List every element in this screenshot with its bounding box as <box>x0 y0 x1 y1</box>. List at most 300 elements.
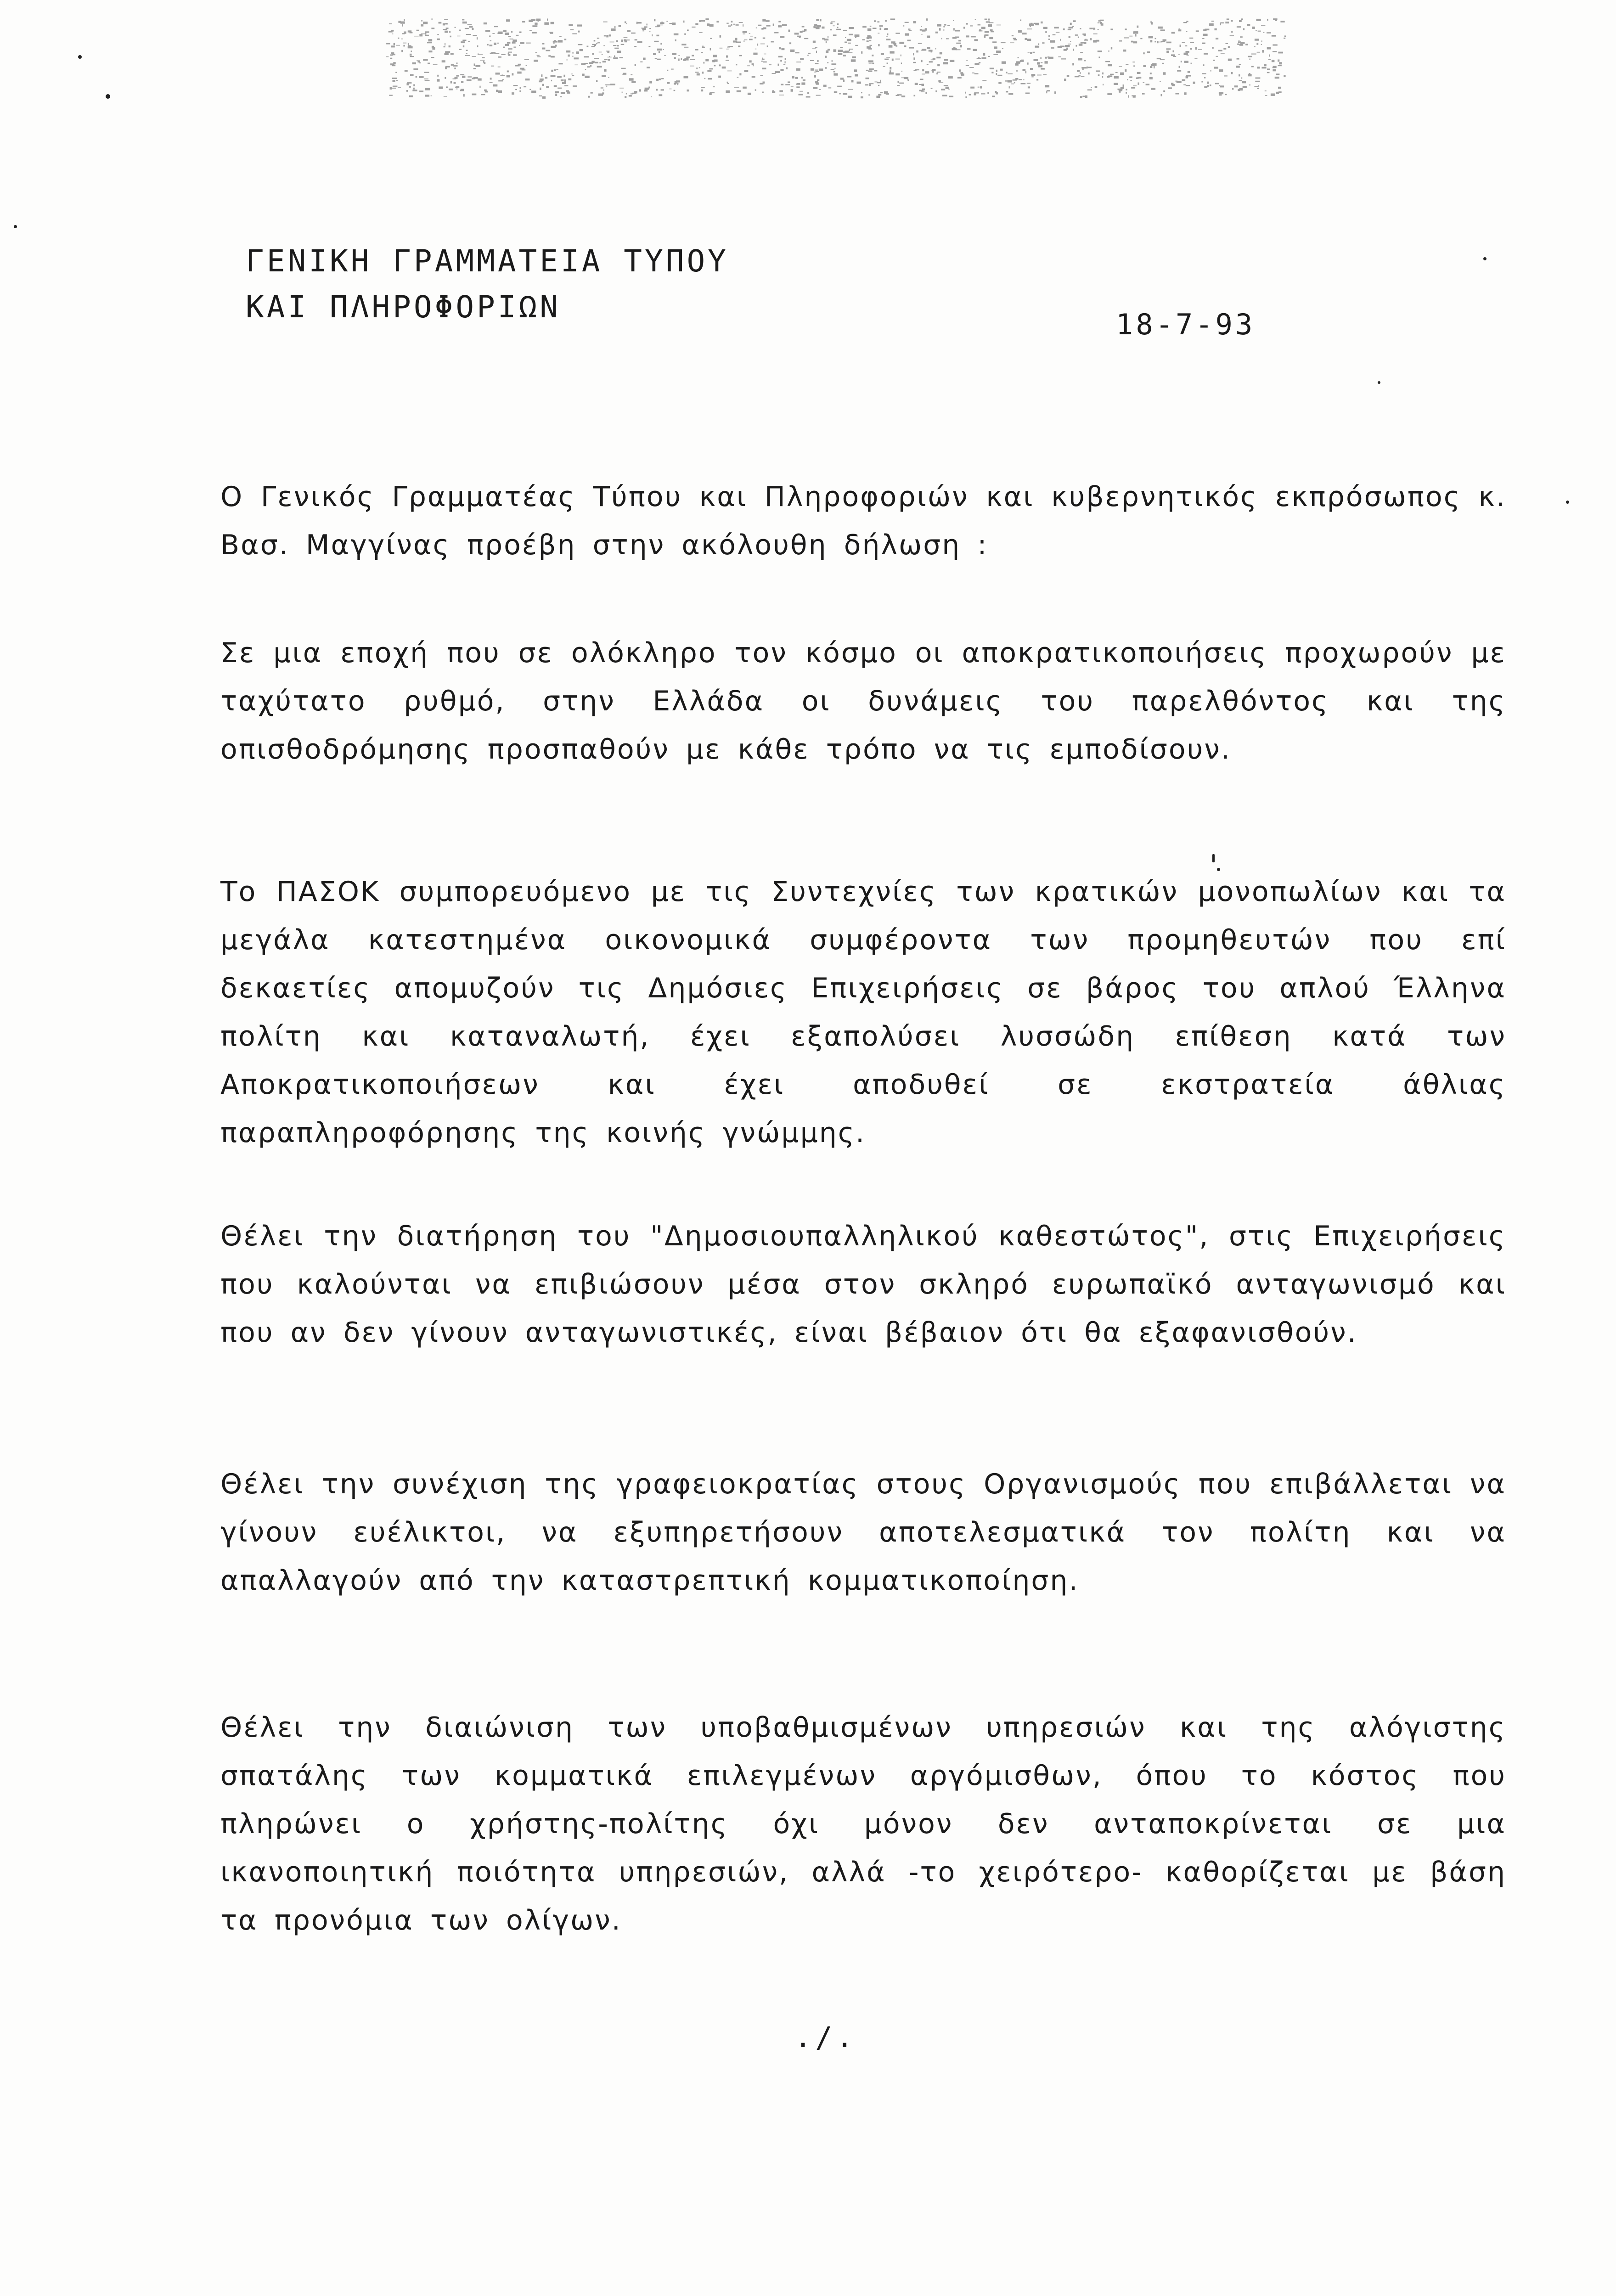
noise-speck <box>887 34 889 35</box>
noise-speck <box>1133 31 1138 34</box>
noise-speck <box>1125 69 1126 72</box>
noise-speck <box>855 34 860 37</box>
noise-speck <box>403 43 407 44</box>
noise-speck <box>516 35 518 36</box>
noise-speck <box>644 26 648 28</box>
noise-speck <box>830 23 833 24</box>
noise-speck <box>783 64 785 65</box>
noise-speck <box>672 23 676 25</box>
noise-speck <box>925 92 927 94</box>
noise-speck <box>772 91 775 93</box>
noise-speck <box>411 51 412 52</box>
noise-speck <box>700 20 705 22</box>
noise-speck <box>1241 78 1242 79</box>
noise-speck <box>913 62 916 63</box>
noise-speck <box>919 84 922 85</box>
noise-speck <box>878 85 879 86</box>
noise-speck <box>1091 87 1092 88</box>
noise-speck <box>755 89 756 90</box>
paragraph-1: Σε μια εποχή που σε ολόκληρο τον κόσμο οι αποκρατικοποιήσεις προχωρούν με ταχύτατο ρυθμό, στην Ελλάδα οι δυνάμεις του παρελθόντος και της οπισθοδρόμησης προσπαθούν με κάθε τρόπο να τις εμποδίσουν. <box>220 637 1506 765</box>
noise-speck <box>656 35 659 37</box>
noise-speck <box>1082 96 1085 97</box>
noise-speck <box>709 93 711 95</box>
noise-speck <box>559 36 562 37</box>
noise-speck <box>651 96 652 97</box>
noise-speck <box>517 72 521 74</box>
noise-speck <box>402 24 403 26</box>
noise-speck <box>867 28 871 31</box>
noise-speck <box>988 24 992 27</box>
noise-speck <box>1186 75 1191 77</box>
noise-speck <box>1256 19 1261 21</box>
noise-speck <box>393 80 395 82</box>
noise-speck <box>1082 68 1084 70</box>
noise-speck <box>445 67 447 69</box>
noise-speck <box>940 52 942 54</box>
noise-speck <box>795 77 798 79</box>
noise-speck <box>1045 61 1048 63</box>
noise-speck <box>561 92 565 94</box>
noise-speck <box>437 75 439 77</box>
noise-speck <box>813 26 816 28</box>
noise-speck <box>617 51 621 53</box>
noise-speck <box>1239 20 1242 22</box>
noise-speck <box>594 40 596 41</box>
noise-speck <box>1265 95 1267 96</box>
noise-speck <box>761 61 763 62</box>
noise-speck <box>890 18 895 20</box>
noise-speck <box>1219 85 1220 86</box>
noise-speck <box>1184 61 1188 63</box>
noise-speck <box>1126 92 1127 94</box>
noise-speck <box>849 49 853 50</box>
noise-speck <box>719 64 721 66</box>
noise-speck <box>466 50 468 51</box>
noise-speck <box>988 19 990 21</box>
noise-speck <box>524 86 526 87</box>
noise-speck <box>433 64 438 65</box>
noise-speck <box>497 33 500 34</box>
noise-speck <box>450 36 451 38</box>
noise-speck <box>1060 39 1061 41</box>
noise-speck <box>843 55 846 56</box>
paragraph-3: Θέλει την διατήρηση του "Δημοσιουπαλληλικού καθεστώτος", στις Επιχειρήσεις που καλούνται να επιβιώσουν μέσα στον σκληρό ευρωπαϊκό ανταγωνισμό και που αν δεν γίνουν ανταγωνιστικές, είναι βέβαιον ότι θα εξαφανισθούν. <box>220 1220 1506 1349</box>
noise-speck <box>676 83 679 84</box>
noise-speck <box>878 21 880 23</box>
noise-speck <box>944 24 946 26</box>
noise-speck <box>1100 20 1104 21</box>
noise-speck <box>780 36 784 38</box>
noise-speck <box>969 67 974 68</box>
speck <box>14 225 17 228</box>
noise-speck <box>1048 35 1050 37</box>
noise-speck <box>649 28 651 29</box>
noise-speck <box>606 35 608 37</box>
noise-speck <box>541 74 542 77</box>
noise-speck <box>877 82 881 83</box>
paragraph-5: Θέλει την διαιώνιση των υποβαθμισμένων υπηρεσιών και της αλόγιστης σπατάλης των κομματικά επιλεγμένων αργόμισθων, όπου το κόστος που πληρώνει ο χρήστης-πολίτης όχι μόνον δεν ανταποκρίνεται σε μια ικανοποιητική ποιότητα υπηρεσιών, αλλά -το χειρότερο- καθορίζεται με βάση τα προνόμια των ολίγων. <box>220 1711 1506 1936</box>
noise-speck <box>690 66 694 67</box>
noise-speck <box>857 82 861 84</box>
noise-speck <box>456 62 458 64</box>
noise-speck <box>489 35 490 37</box>
noise-speck <box>868 48 872 50</box>
noise-speck <box>966 65 969 66</box>
noise-speck <box>1031 76 1033 77</box>
noise-speck <box>463 94 465 96</box>
noise-speck <box>1064 79 1066 81</box>
noise-speck <box>935 48 936 49</box>
noise-speck <box>867 40 869 42</box>
noise-speck <box>522 69 526 70</box>
noise-speck <box>901 71 902 72</box>
noise-speck <box>1140 38 1142 39</box>
noise-speck <box>408 43 409 45</box>
noise-speck <box>669 89 671 90</box>
noise-speck <box>705 18 709 20</box>
noise-speck <box>1278 87 1281 89</box>
noise-speck <box>1256 30 1257 31</box>
noise-speck <box>1027 62 1029 65</box>
noise-speck <box>601 87 603 88</box>
noise-speck <box>532 25 537 27</box>
noise-speck <box>1202 73 1206 74</box>
noise-speck <box>834 91 837 93</box>
noise-speck <box>529 89 531 90</box>
noise-speck <box>614 48 619 49</box>
noise-speck <box>1219 69 1223 72</box>
noise-speck <box>705 59 709 62</box>
noise-speck <box>1224 75 1227 76</box>
noise-speck <box>649 81 652 84</box>
noise-speck <box>1196 30 1199 32</box>
noise-speck <box>819 68 823 71</box>
noise-speck <box>1179 28 1180 29</box>
noise-speck <box>1239 80 1243 81</box>
noise-speck <box>657 59 661 60</box>
noise-speck <box>838 53 842 55</box>
noise-speck <box>396 45 400 46</box>
noise-speck <box>1207 85 1209 87</box>
noise-speck <box>1065 45 1070 47</box>
noise-speck <box>1021 60 1024 62</box>
noise-speck <box>645 88 649 90</box>
noise-speck <box>598 94 603 96</box>
noise-speck <box>739 73 741 75</box>
noise-speck <box>459 49 462 50</box>
noise-speck <box>1123 50 1126 52</box>
noise-speck <box>498 80 503 82</box>
noise-speck <box>454 68 456 69</box>
noise-speck <box>957 77 962 79</box>
noise-speck <box>568 79 571 80</box>
noise-speck <box>547 18 548 21</box>
noise-speck <box>643 58 646 60</box>
noise-speck <box>548 55 551 56</box>
noise-speck <box>512 92 514 95</box>
noise-speck <box>1101 23 1104 26</box>
noise-speck <box>743 87 747 89</box>
noise-speck <box>737 77 739 78</box>
noise-speck <box>899 42 904 44</box>
noise-speck <box>462 76 465 78</box>
noise-speck <box>804 38 808 39</box>
noise-speck <box>936 73 938 74</box>
noise-speck <box>1261 25 1265 26</box>
noise-speck <box>1248 56 1252 57</box>
noise-speck <box>795 52 800 54</box>
photocopy-noise-band <box>386 14 1286 101</box>
noise-speck <box>813 87 817 89</box>
noise-speck <box>462 22 467 24</box>
noise-speck <box>785 84 790 85</box>
noise-speck <box>890 67 891 70</box>
noise-speck <box>862 39 865 40</box>
noise-speck <box>1239 40 1240 41</box>
noise-speck <box>753 64 754 67</box>
noise-speck <box>526 43 531 44</box>
noise-speck <box>1053 34 1056 35</box>
noise-speck <box>667 70 668 71</box>
noise-speck <box>1150 66 1152 68</box>
noise-speck <box>939 28 941 30</box>
noise-speck <box>1019 79 1022 80</box>
noise-speck <box>652 34 653 36</box>
noise-speck <box>1160 59 1165 60</box>
noise-speck <box>572 75 574 76</box>
noise-speck <box>461 81 463 83</box>
noise-speck <box>647 24 648 26</box>
noise-speck <box>1252 27 1255 29</box>
noise-speck <box>653 53 656 55</box>
noise-speck <box>660 23 664 24</box>
noise-speck <box>1240 36 1243 38</box>
noise-speck <box>1084 60 1086 62</box>
noise-speck <box>848 89 853 90</box>
noise-speck <box>1258 31 1261 32</box>
noise-speck <box>520 87 521 89</box>
noise-speck <box>929 61 933 62</box>
noise-speck <box>921 50 923 51</box>
noise-speck <box>1126 64 1128 65</box>
noise-speck <box>1081 42 1084 44</box>
noise-speck <box>1258 85 1259 87</box>
noise-speck <box>421 20 422 22</box>
noise-speck <box>536 19 541 22</box>
noise-speck <box>1076 45 1077 47</box>
noise-speck <box>474 63 475 66</box>
noise-speck <box>554 85 557 87</box>
noise-speck <box>491 52 495 54</box>
noise-speck <box>439 86 443 89</box>
noise-speck <box>410 74 414 77</box>
noise-speck <box>594 58 599 59</box>
noise-speck <box>614 26 616 28</box>
noise-speck <box>1056 32 1059 33</box>
noise-speck <box>667 82 670 84</box>
noise-speck <box>896 95 899 96</box>
noise-speck <box>773 23 774 26</box>
noise-speck <box>943 29 944 30</box>
noise-speck <box>979 62 980 63</box>
noise-speck <box>1256 78 1261 79</box>
noise-speck <box>609 34 611 36</box>
noise-speck <box>1051 47 1054 49</box>
noise-speck <box>772 90 774 91</box>
noise-speck <box>1018 62 1020 63</box>
noise-speck <box>833 34 837 36</box>
noise-speck <box>1128 95 1129 97</box>
noise-speck <box>1028 52 1030 53</box>
noise-speck <box>1068 44 1071 45</box>
noise-speck <box>625 40 627 42</box>
noise-speck <box>753 53 757 55</box>
noise-speck <box>1133 85 1137 86</box>
noise-speck <box>994 46 997 49</box>
noise-speck <box>683 21 685 23</box>
noise-speck <box>825 56 827 58</box>
noise-speck <box>1223 48 1226 50</box>
noise-speck <box>1276 92 1279 94</box>
noise-speck <box>513 85 518 86</box>
noise-speck <box>726 90 730 93</box>
noise-speck <box>778 64 779 66</box>
noise-speck <box>492 33 495 34</box>
noise-speck <box>869 40 871 41</box>
noise-speck <box>542 96 546 99</box>
noise-speck <box>519 32 522 34</box>
noise-speck <box>1257 88 1259 89</box>
noise-speck <box>963 27 965 28</box>
noise-speck <box>1240 42 1245 44</box>
noise-speck <box>501 54 506 55</box>
noise-speck <box>804 29 806 31</box>
noise-speck <box>589 62 593 64</box>
noise-speck <box>762 19 766 22</box>
noise-speck <box>983 58 986 59</box>
noise-speck <box>905 34 909 36</box>
noise-speck <box>1006 72 1008 73</box>
noise-speck <box>931 88 933 89</box>
noise-speck <box>1060 45 1064 47</box>
noise-speck <box>733 24 735 25</box>
noise-speck <box>1184 53 1188 55</box>
noise-speck <box>1009 86 1010 89</box>
noise-speck <box>1249 84 1250 85</box>
noise-speck <box>767 45 768 47</box>
noise-speck <box>597 66 602 68</box>
noise-speck <box>1203 34 1207 36</box>
noise-speck <box>423 59 428 61</box>
noise-speck <box>870 26 872 27</box>
noise-speck <box>779 95 784 96</box>
noise-speck <box>908 28 910 30</box>
noise-speck <box>1204 77 1205 79</box>
noise-speck <box>849 34 853 35</box>
noise-speck <box>1061 58 1066 59</box>
noise-speck <box>992 41 997 43</box>
noise-speck <box>817 60 819 62</box>
noise-speck <box>648 46 650 47</box>
noise-speck <box>713 55 717 57</box>
noise-speck <box>897 85 900 86</box>
noise-speck <box>735 38 738 40</box>
noise-speck <box>953 20 954 21</box>
noise-speck <box>869 84 871 86</box>
noise-speck <box>1262 50 1264 53</box>
noise-speck <box>884 29 885 30</box>
noise-speck <box>519 45 520 46</box>
noise-speck <box>1027 39 1031 41</box>
noise-speck <box>475 65 480 67</box>
noise-speck <box>574 57 579 59</box>
speck <box>1212 854 1215 862</box>
noise-speck <box>851 59 856 62</box>
noise-speck <box>763 38 766 39</box>
noise-speck <box>656 89 658 91</box>
noise-speck <box>889 73 894 75</box>
noise-speck <box>1162 63 1164 64</box>
noise-speck <box>1041 68 1045 70</box>
noise-speck <box>675 39 676 41</box>
issuer-line-2: ΚΑΙ ΠΛΗΡΟΦΟΡΙΩΝ <box>246 289 561 325</box>
noise-speck <box>1275 77 1279 79</box>
noise-speck <box>1023 79 1024 80</box>
noise-speck <box>443 29 447 30</box>
noise-speck <box>425 95 429 97</box>
noise-speck <box>490 45 493 46</box>
noise-speck <box>1273 66 1277 68</box>
noise-speck <box>505 44 509 46</box>
noise-speck <box>927 47 930 49</box>
noise-speck <box>948 76 953 79</box>
noise-speck <box>1040 57 1042 59</box>
noise-speck <box>647 67 650 68</box>
noise-speck <box>408 46 413 49</box>
noise-speck <box>542 84 544 86</box>
noise-speck <box>709 92 715 94</box>
noise-speck <box>931 51 933 53</box>
noise-speck <box>937 72 940 73</box>
noise-speck <box>1280 21 1284 23</box>
noise-speck <box>1050 40 1055 43</box>
noise-speck <box>526 65 527 66</box>
noise-speck <box>1119 91 1121 93</box>
noise-speck <box>779 90 783 92</box>
noise-speck <box>726 49 728 50</box>
noise-speck <box>485 30 490 32</box>
noise-speck <box>743 40 744 42</box>
noise-speck <box>960 72 963 74</box>
noise-speck <box>407 82 411 84</box>
noise-speck <box>1054 27 1059 28</box>
noise-speck <box>585 76 589 78</box>
noise-speck <box>1267 32 1271 34</box>
noise-speck <box>852 56 856 58</box>
noise-speck <box>739 22 743 23</box>
noise-speck <box>913 53 914 56</box>
noise-speck <box>1190 42 1194 43</box>
noise-speck <box>958 40 961 42</box>
noise-speck <box>462 39 466 41</box>
noise-speck <box>606 86 608 87</box>
noise-speck <box>467 24 472 25</box>
noise-speck <box>540 88 541 90</box>
noise-speck <box>868 70 872 72</box>
noise-speck <box>807 55 809 56</box>
noise-speck <box>1079 44 1082 46</box>
noise-speck <box>1110 74 1114 75</box>
